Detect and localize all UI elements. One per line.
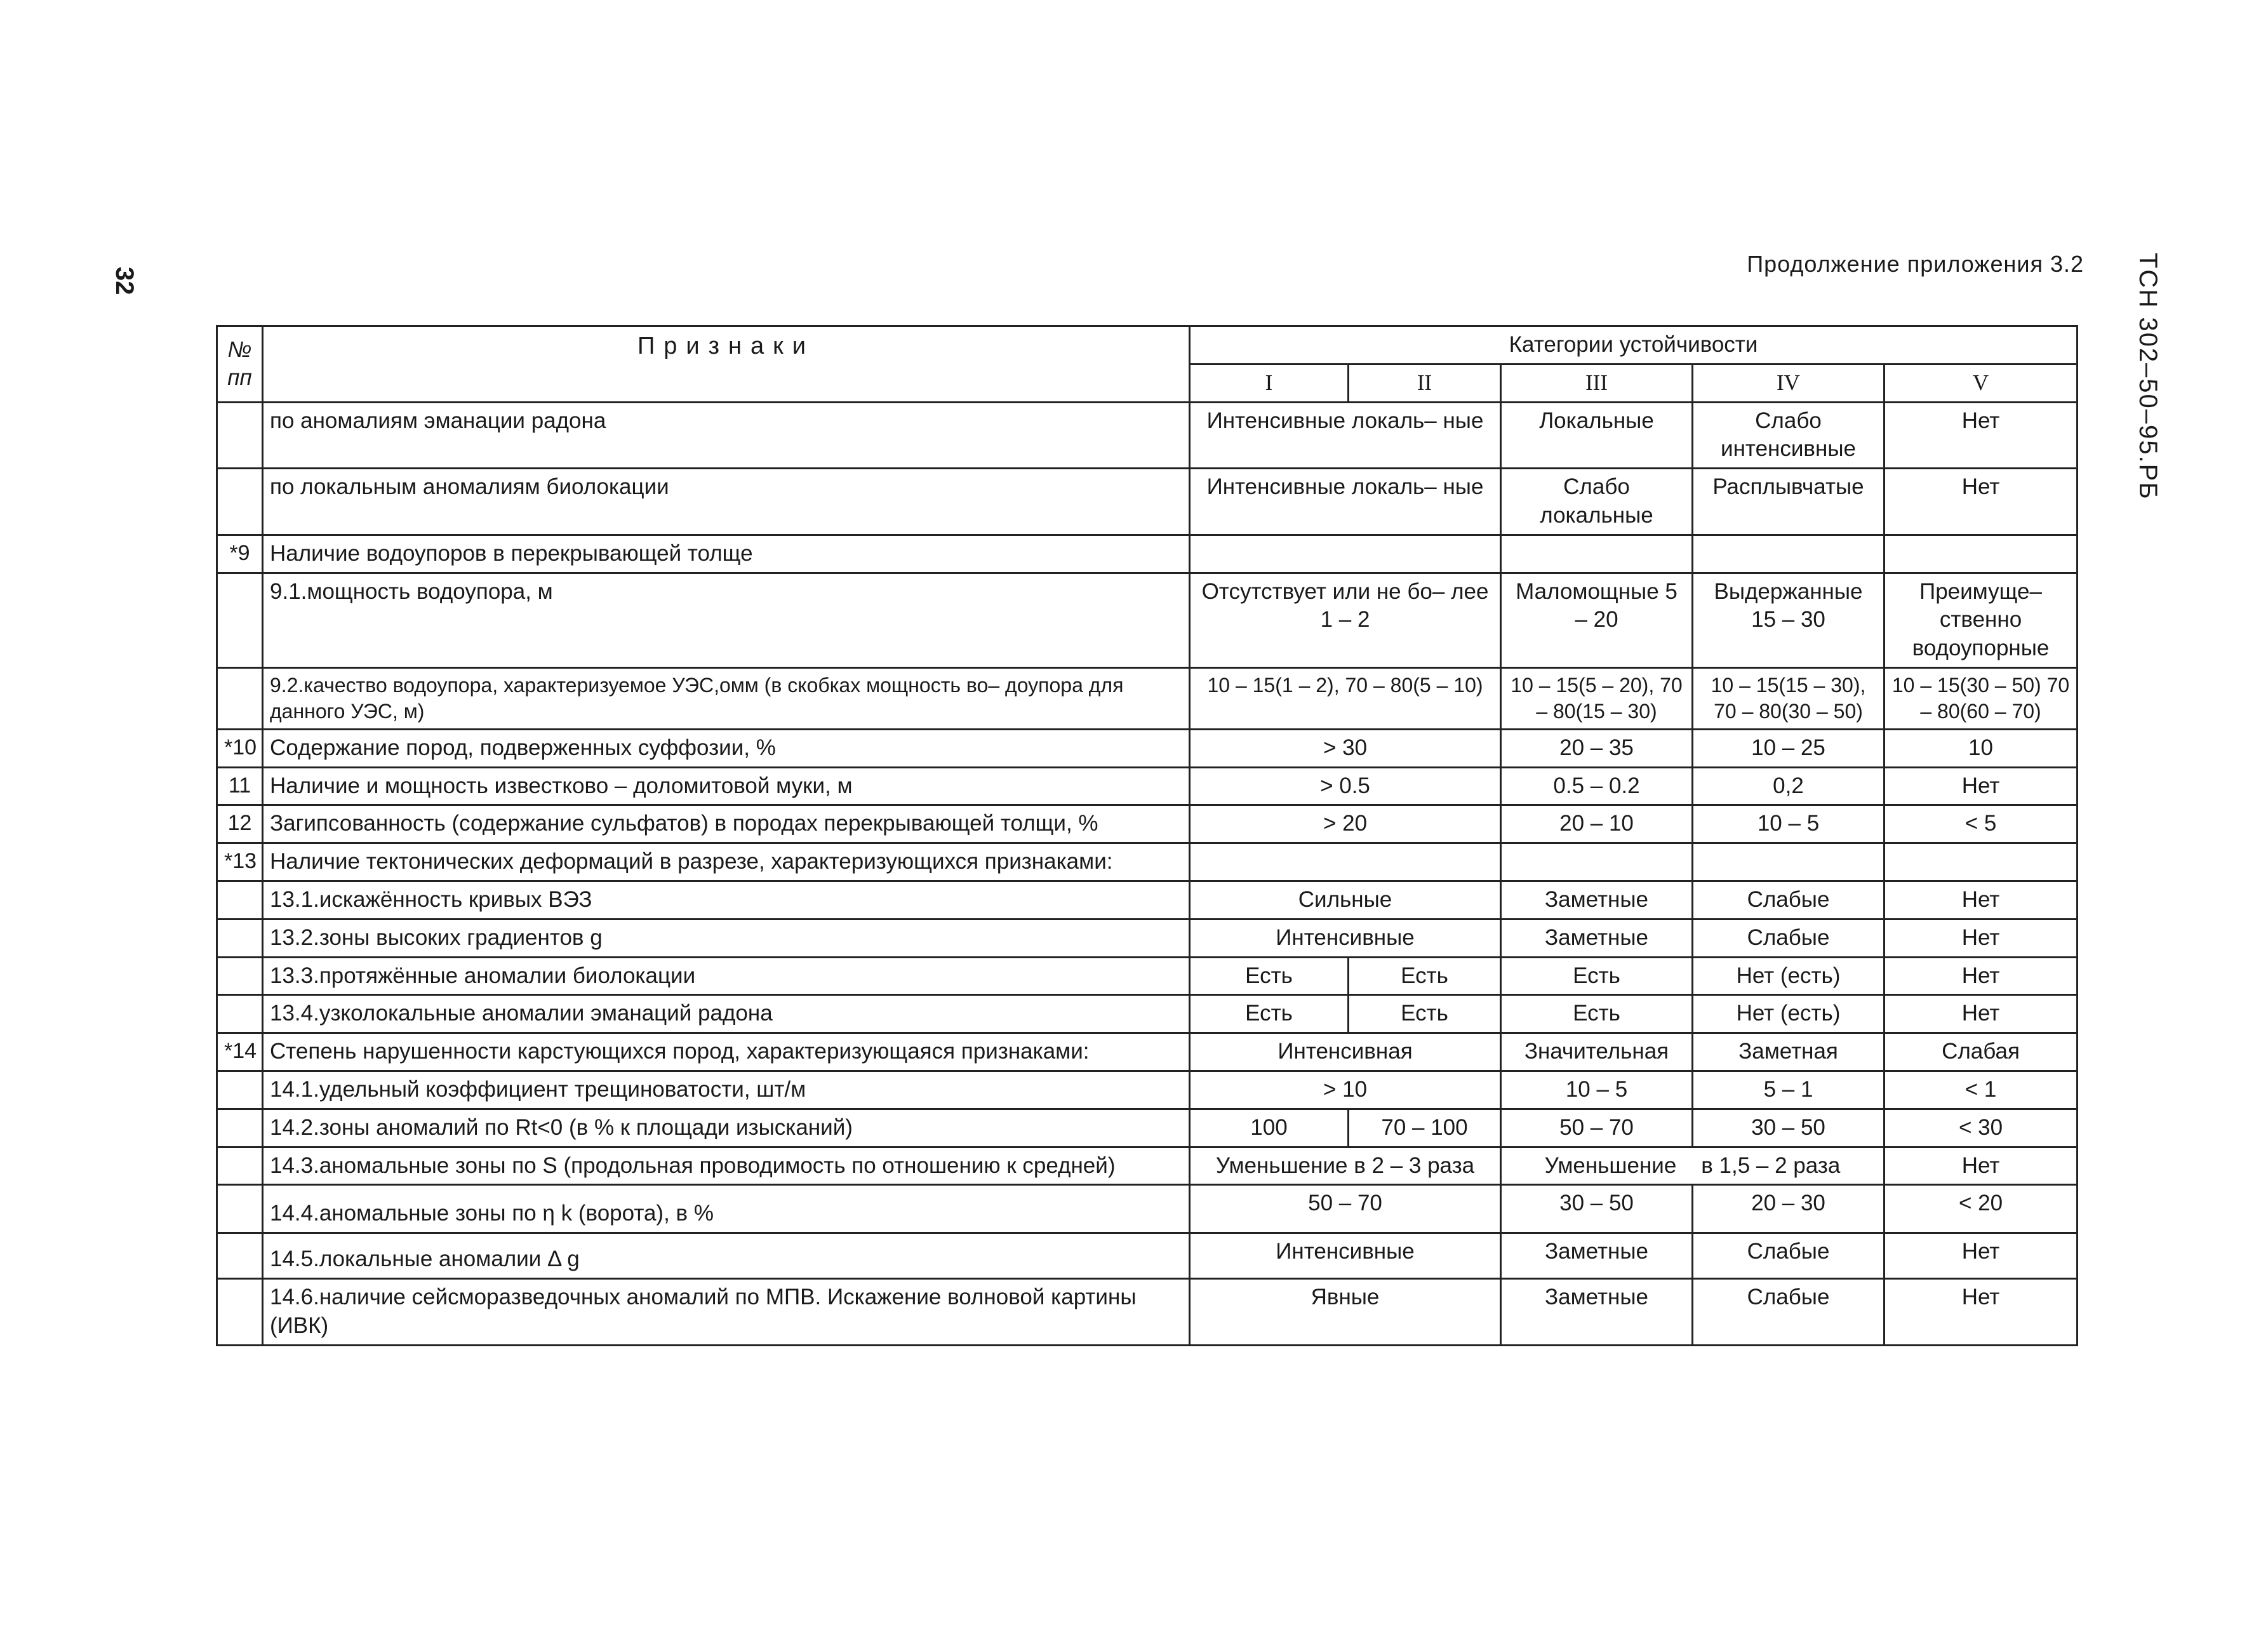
cell-cat-3-4: Уменьшение в 1,5 – 2 раза: [1501, 1147, 1884, 1185]
header-cat-5: V: [1884, 364, 2078, 402]
cell-cat-1-2: Уменьшение в 2 – 3 раза: [1190, 1147, 1501, 1185]
row-label: 13.2.зоны высоких градиентов g: [263, 919, 1190, 957]
cell-cat-5: Нет: [1884, 767, 2078, 805]
cell-cat-1-2: Отсутствует или не бо– лее 1 – 2: [1190, 573, 1501, 667]
cell-cat-3: Маломощные 5 – 20: [1501, 573, 1693, 667]
table-row: [217, 805, 2078, 843]
cell-cat-3: Заметные: [1501, 1233, 1693, 1279]
cell-cat-1-2: [1190, 535, 1501, 573]
row-label: 14.4.аномальные зоны по η k (ворота), в %: [263, 1185, 1190, 1233]
header-cat-1: I: [1190, 364, 1349, 402]
page-number: 32: [110, 267, 138, 295]
table-row: [217, 535, 2078, 573]
cell-cat-5: Нет: [1884, 1279, 2078, 1346]
cell-cat-4: [1693, 535, 1884, 573]
row-label: по аномалиям эманации радона: [263, 402, 1190, 469]
table-row: [217, 729, 2078, 767]
cell-cat-4: Нет (есть): [1693, 995, 1884, 1033]
cell-cat-1: 100: [1190, 1109, 1349, 1147]
cell-cat-4: 5 – 1: [1693, 1071, 1884, 1109]
row-label: Степень нарушенности карстующихся пород, характеризующаяся признаками:: [263, 1033, 1190, 1071]
row-label: Наличие тектонических деформаций в разрезе, характеризующихся признаками:: [263, 843, 1190, 881]
cell-cat-5: [1884, 843, 2078, 881]
cell-cat-3: Есть: [1501, 995, 1693, 1033]
table-row: [217, 995, 2078, 1033]
cell-cat-3: Заметные: [1501, 881, 1693, 920]
row-num: [217, 1185, 263, 1233]
row-label: 13.3.протяжённые аномалии биолокации: [263, 957, 1190, 995]
header-cat-2: II: [1349, 364, 1501, 402]
table-row: [217, 843, 2078, 881]
continuation-caption: Продолжение приложения 3.2: [1747, 251, 2084, 277]
table-row: [217, 1071, 2078, 1109]
cell-cat-1-2: > 30: [1190, 729, 1501, 767]
cell-cat-2: Есть: [1349, 957, 1501, 995]
row-label: Наличие и мощность известково – доломитовой муки, м: [263, 767, 1190, 805]
row-num: 11: [217, 767, 263, 805]
cell-cat-4: 30 – 50: [1693, 1109, 1884, 1147]
cell-cat-4: 0,2: [1693, 767, 1884, 805]
cell-cat-5: [1884, 535, 2078, 573]
header-categories: Категории устойчивости: [1190, 326, 2078, 365]
cell-cat-4: 20 – 30: [1693, 1185, 1884, 1233]
document-code: ТСН 302–50–95.РБ: [2134, 253, 2162, 500]
cell-cat-1-2: > 10: [1190, 1071, 1501, 1109]
cell-cat-3: 20 – 10: [1501, 805, 1693, 843]
cell-cat-5: Нет: [1884, 1147, 2078, 1185]
cell-cat-5: Слабая: [1884, 1033, 2078, 1071]
table-row: [217, 957, 2078, 995]
cell-cat-5: Преимуще– ственно водоупорные: [1884, 573, 2078, 667]
row-num: [217, 573, 263, 667]
row-label: Загипсованность (содержание сульфатов) в породах перекрывающей толщи, %: [263, 805, 1190, 843]
cell-cat-1-2: Интенсивные: [1190, 919, 1501, 957]
cell-cat-5: Нет: [1884, 402, 2078, 469]
cell-cat-3: [1501, 843, 1693, 881]
cell-cat-4: 10 – 5: [1693, 805, 1884, 843]
cell-cat-1-2: > 20: [1190, 805, 1501, 843]
cell-cat-1: Есть: [1190, 995, 1349, 1033]
cell-cat-4: Слабо интенсивные: [1693, 402, 1884, 469]
table-row: [217, 1109, 2078, 1147]
cell-cat-4: Слабые: [1693, 919, 1884, 957]
table-row: [217, 1185, 2078, 1233]
cell-cat-5: Нет: [1884, 469, 2078, 535]
row-num: *14: [217, 1033, 263, 1071]
cell-cat-5: < 30: [1884, 1109, 2078, 1147]
table-row: [217, 1279, 2078, 1346]
table-row: [217, 1233, 2078, 1279]
table-row: [217, 767, 2078, 805]
cell-cat-4: 10 – 15(15 – 30), 70 – 80(30 – 50): [1693, 667, 1884, 729]
header-cat-3: III: [1501, 364, 1693, 402]
cell-cat-4: [1693, 843, 1884, 881]
row-label: 9.1.мощность водоупора, м: [263, 573, 1190, 667]
cell-cat-1-2: > 0.5: [1190, 767, 1501, 805]
row-num: [217, 667, 263, 729]
cell-cat-4: 10 – 25: [1693, 729, 1884, 767]
row-label: 13.1.искажённость кривых ВЭЗ: [263, 881, 1190, 920]
cell-cat-4: Выдержанные 15 – 30: [1693, 573, 1884, 667]
row-num: *10: [217, 729, 263, 767]
row-num: 12: [217, 805, 263, 843]
row-num: [217, 1071, 263, 1109]
header-sign: Признаки: [263, 326, 1190, 403]
cell-cat-5: Нет: [1884, 957, 2078, 995]
row-num: [217, 1233, 263, 1279]
cell-cat-3: Есть: [1501, 957, 1693, 995]
row-label: Наличие водоупоров в перекрывающей толще: [263, 535, 1190, 573]
cell-cat-3: 50 – 70: [1501, 1109, 1693, 1147]
cell-cat-4: Слабые: [1693, 1279, 1884, 1346]
cell-cat-1-2: Сильные: [1190, 881, 1501, 920]
row-label: 14.1.удельный коэффициент трещиноватости, шт/м: [263, 1071, 1190, 1109]
cell-cat-3: [1501, 535, 1693, 573]
cell-cat-5: Нет: [1884, 995, 2078, 1033]
cell-cat-3: 10 – 5: [1501, 1071, 1693, 1109]
cell-cat-2: 70 – 100: [1349, 1109, 1501, 1147]
row-label: 13.4.узколокальные аномалии эманаций радона: [263, 995, 1190, 1033]
cell-cat-5: 10: [1884, 729, 2078, 767]
row-num: [217, 957, 263, 995]
table-row: [217, 667, 2078, 729]
row-num: [217, 1147, 263, 1185]
row-num: *9: [217, 535, 263, 573]
cell-cat-1-2: 50 – 70: [1190, 1185, 1501, 1233]
cell-cat-3: Локальные: [1501, 402, 1693, 469]
cell-cat-3: 0.5 – 0.2: [1501, 767, 1693, 805]
row-num: [217, 1109, 263, 1147]
row-label: 9.2.качество водоупора, характеризуемое УЭС,омм (в скобках мощность во– доупора для данного УЭС, м): [263, 667, 1190, 729]
cell-cat-5: Нет: [1884, 919, 2078, 957]
row-label: 14.2.зоны аномалий по Rt<0 (в % к площади изысканий): [263, 1109, 1190, 1147]
cell-cat-4: Расплывчатые: [1693, 469, 1884, 535]
row-num: [217, 469, 263, 535]
row-num: [217, 881, 263, 920]
cell-cat-1-2: 10 – 15(1 – 2), 70 – 80(5 – 10): [1190, 667, 1501, 729]
cell-cat-1: Есть: [1190, 957, 1349, 995]
cell-cat-5: 10 – 15(30 – 50) 70 – 80(60 – 70): [1884, 667, 2078, 729]
cell-cat-3: Заметные: [1501, 919, 1693, 957]
cell-cat-1-2: Интенсивные локаль– ные: [1190, 402, 1501, 469]
cell-cat-1-2: Интенсивные локаль– ные: [1190, 469, 1501, 535]
header-cat-4: IV: [1693, 364, 1884, 402]
row-label: 14.3.аномальные зоны по S (продольная проводимость по отношению к средней): [263, 1147, 1190, 1185]
row-label: 14.6.наличие сейсморазведочных аномалий по МПВ. Искажение волновой картины (ИВК): [263, 1279, 1190, 1346]
table-row: [217, 1033, 2078, 1071]
cell-cat-4: Заметная: [1693, 1033, 1884, 1071]
row-num: [217, 995, 263, 1033]
cell-cat-1-2: [1190, 843, 1501, 881]
cell-cat-3: Заметные: [1501, 1279, 1693, 1346]
table-row: [217, 469, 2078, 535]
cell-cat-5: Нет: [1884, 881, 2078, 920]
cell-cat-1-2: Интенсивная: [1190, 1033, 1501, 1071]
cell-cat-1-2: Явные: [1190, 1279, 1501, 1346]
header-num: № пп: [217, 326, 263, 403]
cell-cat-3: 20 – 35: [1501, 729, 1693, 767]
row-num: [217, 919, 263, 957]
row-label: Содержание пород, подверженных суффозии, %: [263, 729, 1190, 767]
table-row: [217, 573, 2078, 667]
row-num: [217, 1279, 263, 1346]
cell-cat-1-2: Интенсивные: [1190, 1233, 1501, 1279]
table-row: [217, 402, 2078, 469]
cell-cat-3: 30 – 50: [1501, 1185, 1693, 1233]
cell-cat-3: 10 – 15(5 – 20), 70 – 80(15 – 30): [1501, 667, 1693, 729]
cell-cat-4: Слабые: [1693, 1233, 1884, 1279]
cell-cat-5: < 5: [1884, 805, 2078, 843]
cell-cat-3: Слабо локальные: [1501, 469, 1693, 535]
row-num: *13: [217, 843, 263, 881]
cell-cat-4: Нет (есть): [1693, 957, 1884, 995]
cell-cat-4: Слабые: [1693, 881, 1884, 920]
cell-cat-5: Нет: [1884, 1233, 2078, 1279]
cell-cat-5: < 1: [1884, 1071, 2078, 1109]
cell-cat-2: Есть: [1349, 995, 1501, 1033]
row-label: 14.5.локальные аномалии Δ g: [263, 1233, 1190, 1279]
table-row: [217, 919, 2078, 957]
stability-criteria-table: [216, 325, 2078, 1346]
row-num: [217, 402, 263, 469]
row-label: по локальным аномалиям биолокации: [263, 469, 1190, 535]
header-row: [217, 326, 2078, 365]
table-row: [217, 1147, 2078, 1185]
cell-cat-5: < 20: [1884, 1185, 2078, 1233]
cell-cat-3: Значительная: [1501, 1033, 1693, 1071]
table-row: [217, 881, 2078, 920]
